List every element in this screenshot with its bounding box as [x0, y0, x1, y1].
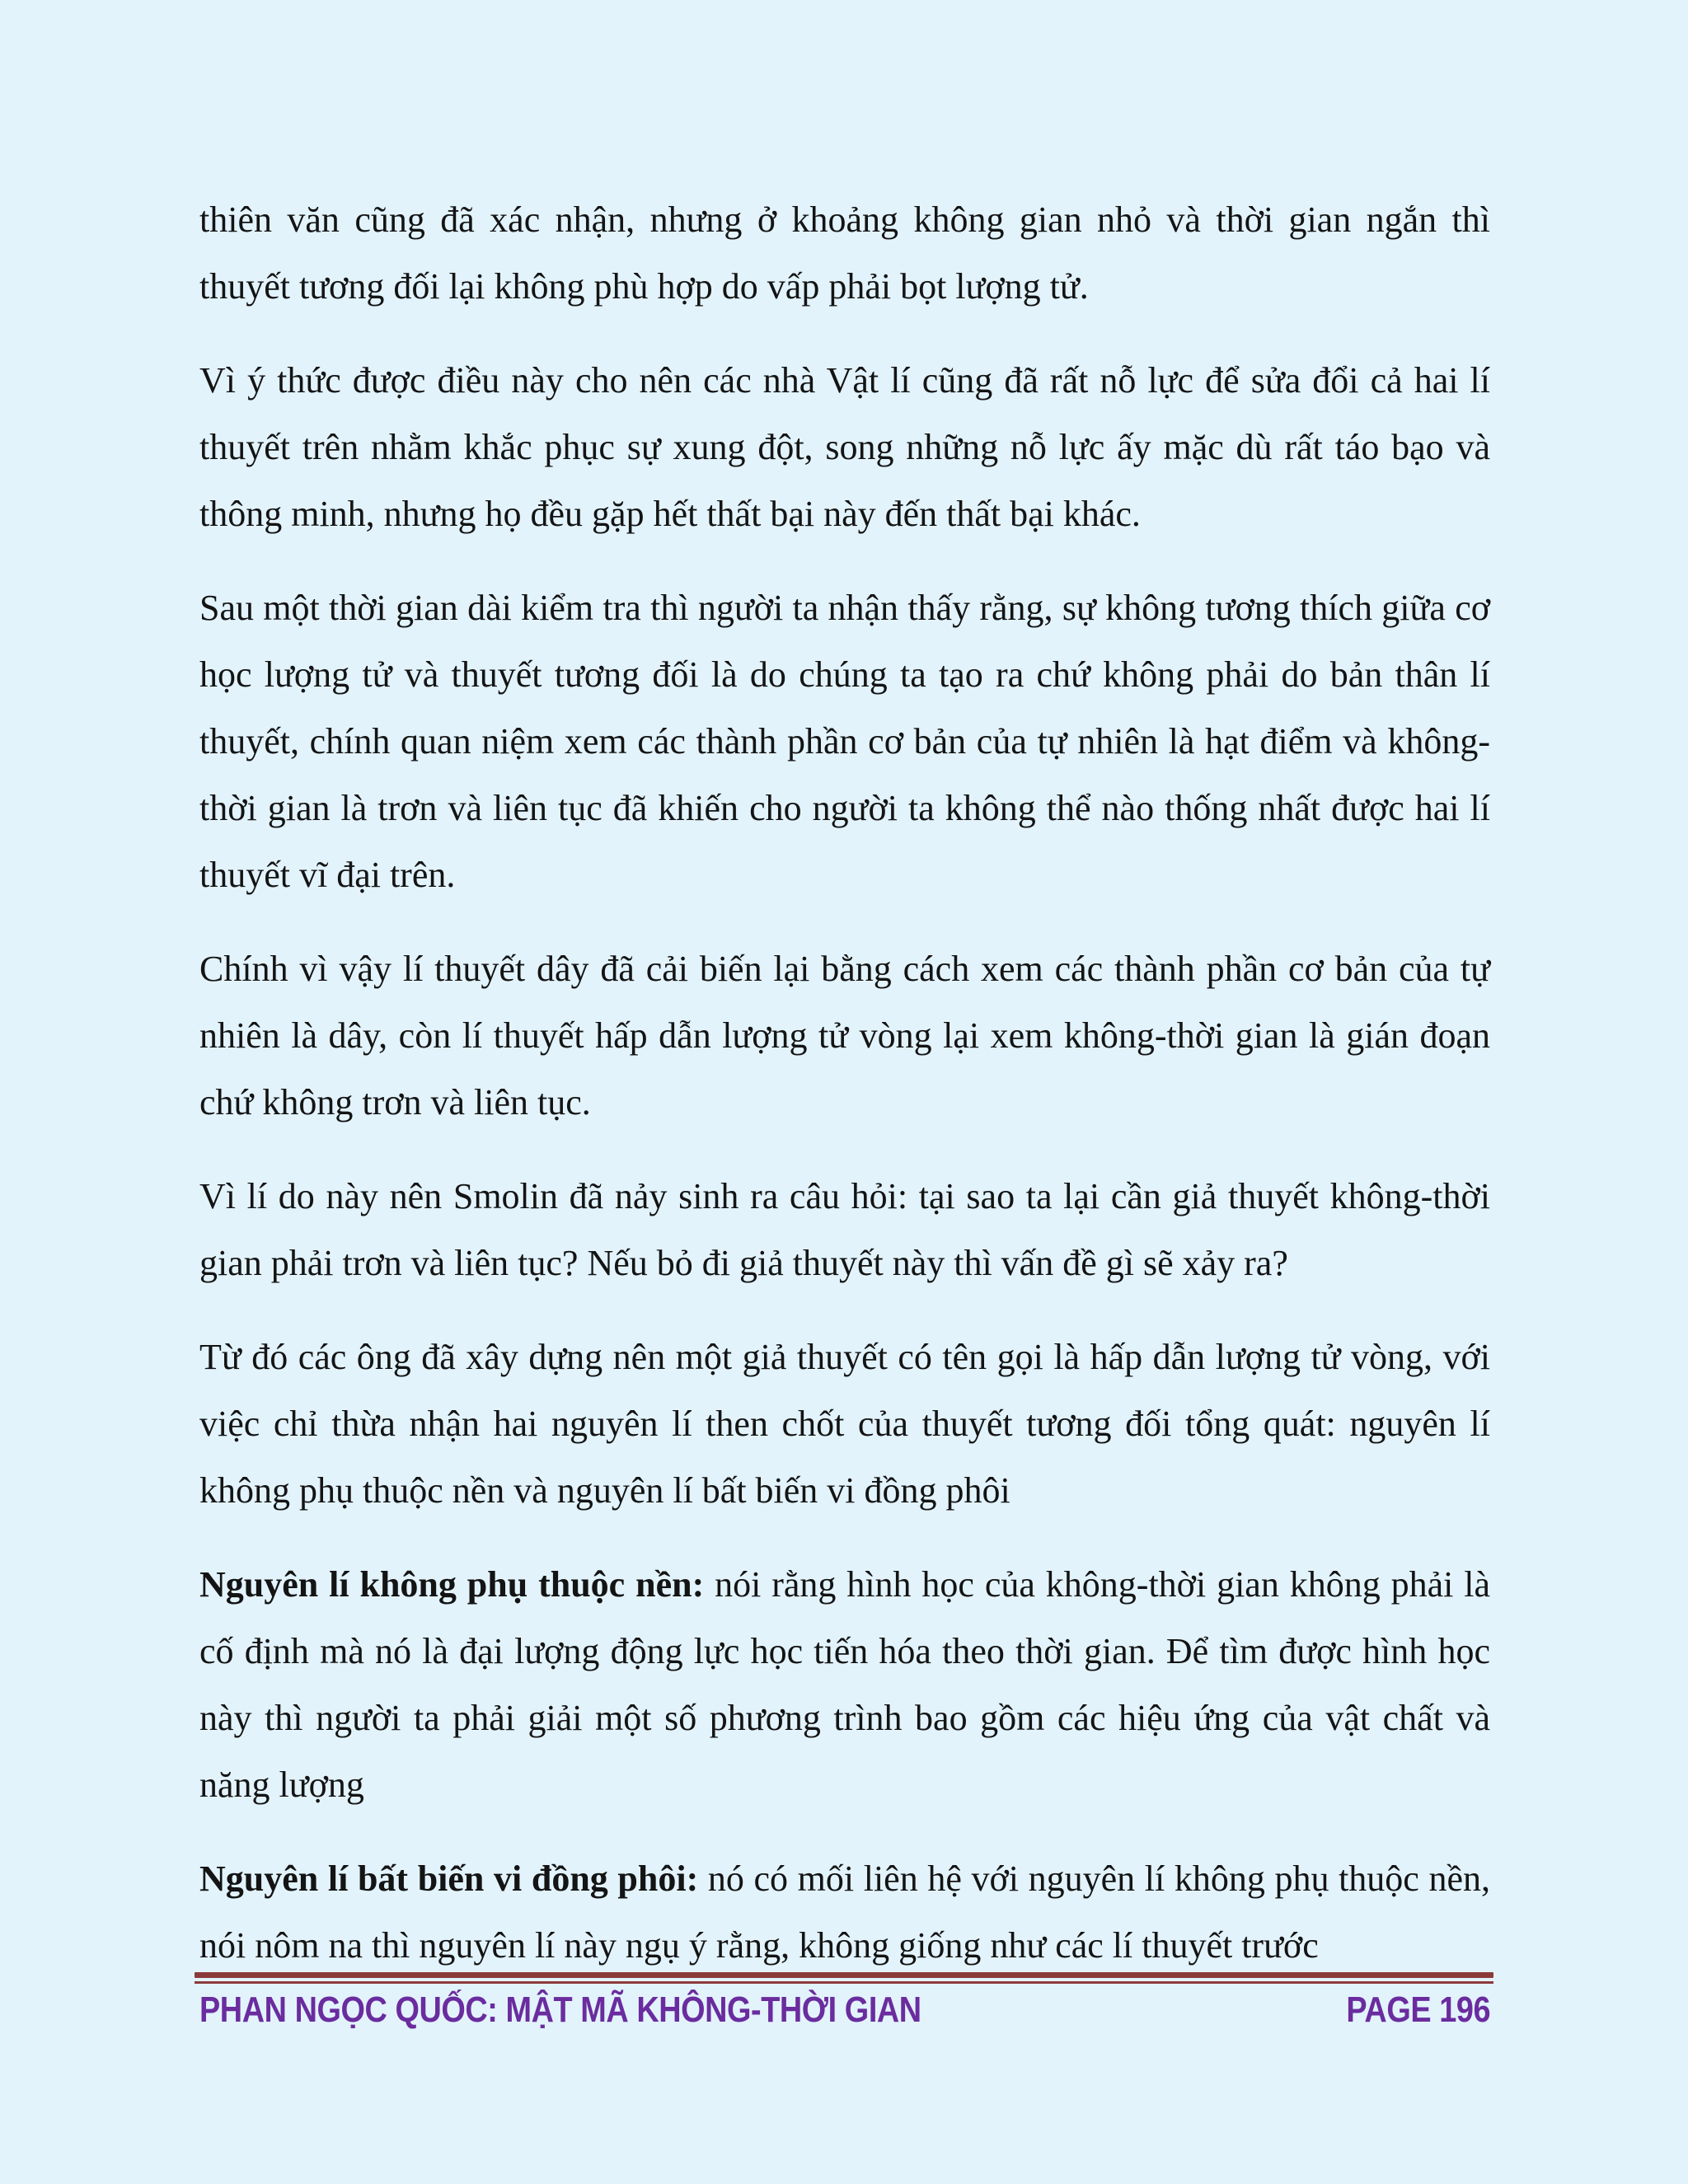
paragraph: Chính vì vậy lí thuyết dây đã cải biến lại bằng cách xem các thành phần cơ bản của tự nhiên là dây, còn lí thuyết hấp dẫn lượng tử vòng lại xem không-thời gian là gián đoạn chứ không trơn và liên tục.	[199, 949, 1490, 1122]
paragraph-definition	[199, 1845, 1490, 1979]
definition-text: nó có mối liên hệ với nguyên lí không phụ thuộc nền, nói nôm na thì nguyên lí này ngụ ý rằng, không giống như các lí thuyết trước	[199, 1858, 1490, 1966]
footer-page-number: PAGE 196	[1346, 1990, 1490, 2030]
paragraph: thiên văn cũng đã xác nhận, nhưng ở khoảng không gian nhỏ và thời gian ngắn thì thuyết tương đối lại không phù hợp do vấp phải bọt lượng tử.	[199, 199, 1490, 307]
definition-term: Nguyên lí không phụ thuộc nền:	[199, 1564, 705, 1605]
footer-divider-thick	[195, 1972, 1493, 1978]
paragraph: Vì lí do này nên Smolin đã nảy sinh ra câu hỏi: tại sao ta lại cần giả thuyết không-thời gian phải trơn và liên tục? Nếu bỏ đi giả thuyết này thì vấn đề gì sẽ xảy ra?	[199, 1176, 1490, 1283]
page-footer	[199, 1981, 1490, 2039]
page-body	[199, 186, 1490, 2006]
paragraph: Vì ý thức được điều này cho nên các nhà Vật lí cũng đã rất nỗ lực để sửa đổi cả hai lí thuyết trên nhằm khắc phục sự xung đột, song những nỗ lực ấy mặc dù rất táo bạo và thông minh, nhưng họ đều gặp hết thất bại này đến thất bại khác.	[199, 360, 1490, 534]
paragraph: Sau một thời gian dài kiểm tra thì người ta nhận thấy rằng, sự không tương thích giữa cơ học lượng tử và thuyết tương đối là do chúng ta tạo ra chứ không phải do bản thân lí thuyết, chính quan niệm xem các thành phần cơ bản của tự nhiên là hạt điểm và không-thời gian là trơn và liên tục đã khiến cho người ta không thể nào thống nhất được hai lí thuyết vĩ đại trên.	[199, 588, 1490, 895]
paragraph: Từ đó các ông đã xây dựng nên một giả thuyết có tên gọi là hấp dẫn lượng tử vòng, với việc chỉ thừa nhận hai nguyên lí then chốt của thuyết tương đối tổng quát: nguyên lí không phụ thuộc nền và nguyên lí bất biến vi đồng phôi	[199, 1337, 1490, 1511]
paragraph-definition	[199, 1551, 1490, 1818]
definition-text: nói rằng hình học của không-thời gian không phải là cố định mà nó là đại lượng động lực học tiến hóa theo thời gian. Để tìm được hình học này thì người ta phải giải một số phương trình bao gồm các hiệu ứng của vật chất và năng lượng	[199, 1564, 1491, 1805]
footer-book-title: PHAN NGỌC QUỐC: MẬT MÃ KHÔNG-THỜI GIAN	[199, 1990, 921, 2030]
definition-term: Nguyên lí bất biến vi đồng phôi:	[199, 1858, 699, 1899]
